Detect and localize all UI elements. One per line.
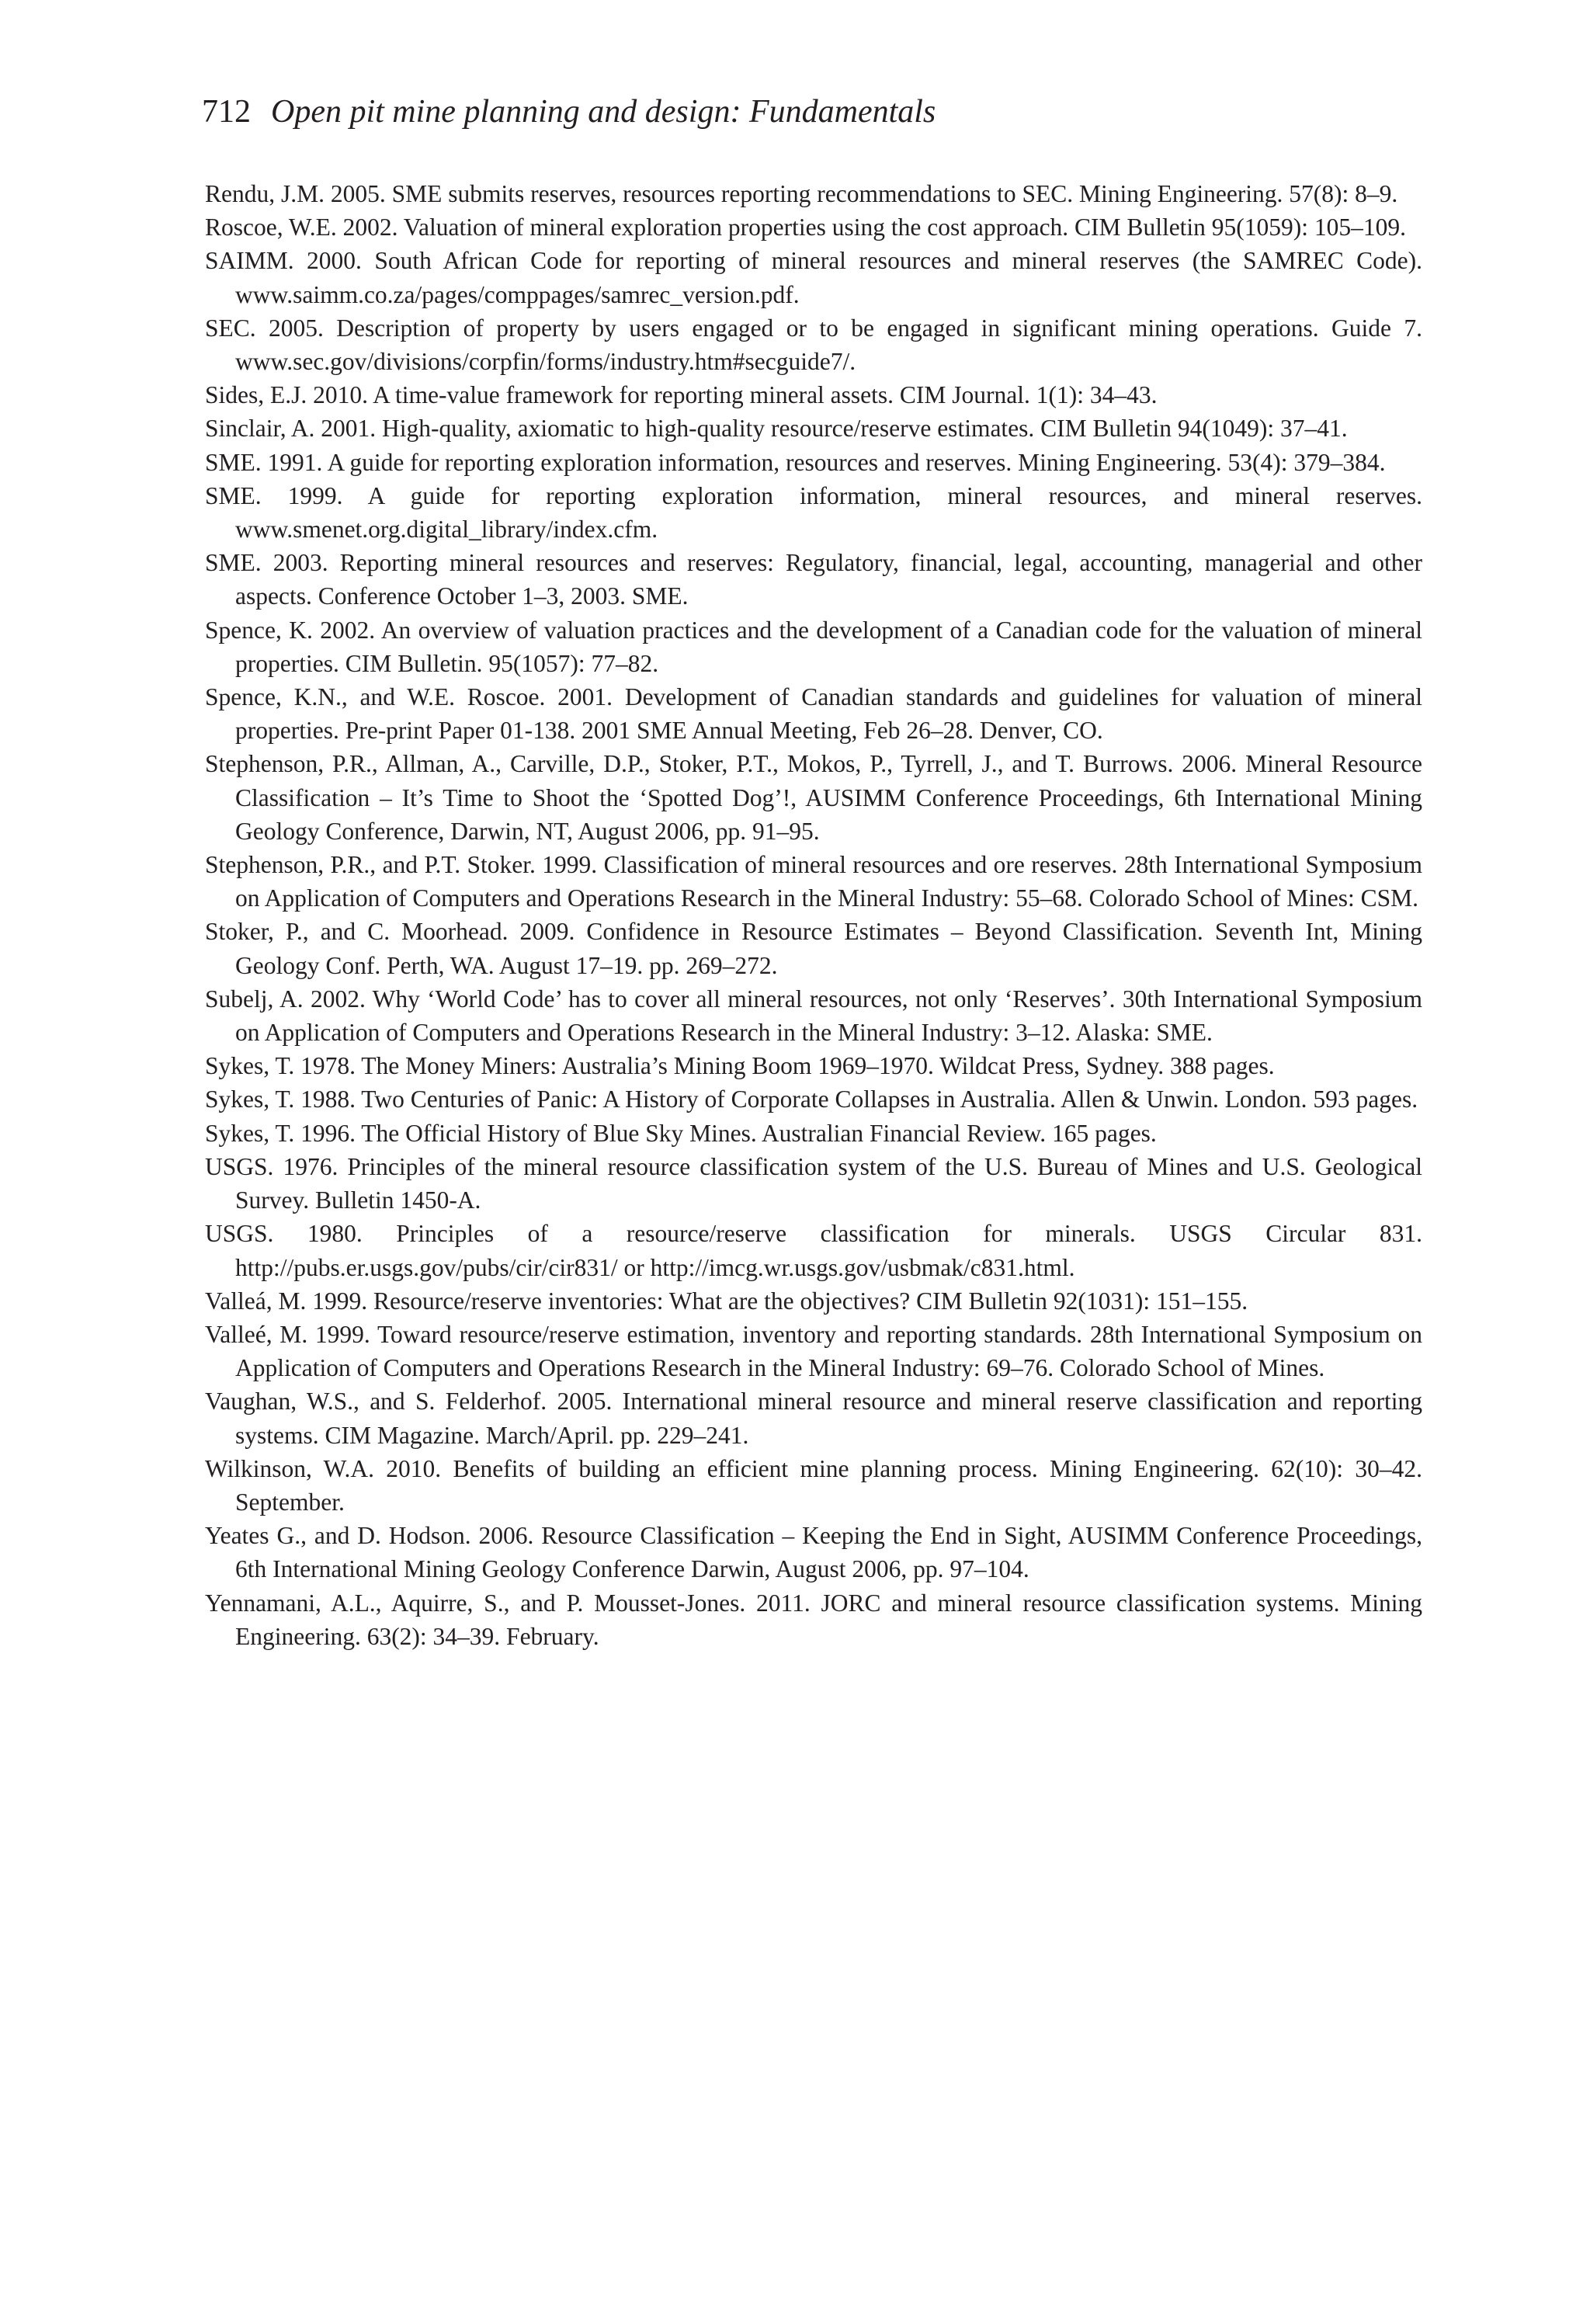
reference-entry: SME. 2003. Reporting mineral resources and reserves: Regulatory, financial, legal, accounting, managerial and other aspects. Conference October 1–3, 2003. SME. <box>205 549 1422 610</box>
reference-entry: Stoker, P., and C. Moorhead. 2009. Confidence in Resource Estimates – Beyond Classification. Seventh Int, Mining Geology Conf. Perth, WA. August 17–19. pp. 269–272. <box>205 918 1422 979</box>
reference-entry: Roscoe, W.E. 2002. Valuation of mineral exploration properties using the cost approach. CIM Bulletin 95(1059): 105–109. <box>205 214 1407 241</box>
reference-entry: Subelj, A. 2002. Why ‘World Code’ has to cover all mineral resources, not only ‘Reserves’. 30th International Symposium on Application of Computers and Operations Research in the Mineral Industry: 3–12. Alaska: SME. <box>205 985 1422 1047</box>
reference-entry: SME. 1991. A guide for reporting exploration information, resources and reserves. Mining Engineering. 53(4): 379–384. <box>205 448 1386 476</box>
reference-entry: USGS. 1980. Principles of a resource/reserve classification for minerals. USGS Circular 831. http://pubs.er.usgs.gov/pubs/cir/cir831/ or http://imcg.wr.usgs.gov/usbmak/c831.html. <box>205 1220 1422 1281</box>
reference-entry: SEC. 2005. Description of property by users engaged or to be engaged in significant mining operations. Guide 7. www.sec.gov/divisions/corpfin/forms/industry.htm#secguide7/. <box>205 314 1422 376</box>
reference-list <box>205 177 1422 1653</box>
running-head <box>202 92 936 132</box>
reference-entry: Sykes, T. 1988. Two Centuries of Panic: A History of Corporate Collapses in Australia. Allen & Unwin. London. 593 pages. <box>205 1086 1418 1113</box>
reference-entry: Stephenson, P.R., and P.T. Stoker. 1999. Classification of mineral resources and ore reserves. 28th International Symposium on Application of Computers and Operations Research in the Mineral Industry: 55–68. Colorado School of Mines: CSM. <box>205 851 1422 912</box>
reference-entry: Sinclair, A. 2001. High-quality, axiomatic to high-quality resource/reserve estimates. CIM Bulletin 94(1049): 37–41. <box>205 415 1348 443</box>
reference-entry: Sykes, T. 1996. The Official History of Blue Sky Mines. Australian Financial Review. 165 pages. <box>205 1119 1157 1147</box>
reference-entry: Yeates G., and D. Hodson. 2006. Resource Classification – Keeping the End in Sight, AUSIMM Conference Proceedings, 6th International Mining Geology Conference Darwin, August 2006, pp. 97–104. <box>205 1522 1422 1583</box>
reference-entry: Stephenson, P.R., Allman, A., Carville, D.P., Stoker, P.T., Mokos, P., Tyrrell, J., and T. Burrows. 2006. Mineral Resource Classification – It’s Time to Shoot the ‘Spotted Dog’!, AUSIMM Conference Proceedings, 6th International Mining Geology Conference, Darwin, NT, August 2006, pp. 91–95. <box>205 750 1422 845</box>
reference-entry: Spence, K. 2002. An overview of valuation practices and the development of a Canadian code for the valuation of mineral properties. CIM Bulletin. 95(1057): 77–82. <box>205 616 1422 677</box>
reference-entry: USGS. 1976. Principles of the mineral resource classification system of the U.S. Bureau of Mines and U.S. Geological Survey. Bulletin 1450-A. <box>205 1152 1422 1214</box>
reference-entry: Vaughan, W.S., and S. Felderhof. 2005. International mineral resource and mineral reserve classification and reporting systems. CIM Magazine. March/April. pp. 229–241. <box>205 1388 1422 1449</box>
reference-entry: Wilkinson, W.A. 2010. Benefits of building an efficient mine planning process. Mining Engineering. 62(10): 30–42. September. <box>205 1454 1422 1516</box>
reference-entry: Sides, E.J. 2010. A time-value framework for reporting mineral assets. CIM Journal. 1(1): 34–43. <box>205 381 1158 409</box>
reference-entry: Spence, K.N., and W.E. Roscoe. 2001. Development of Canadian standards and guidelines for valuation of mineral properties. Pre-print Paper 01-138. 2001 SME Annual Meeting, Feb 26–28. Denver, CO. <box>205 683 1422 745</box>
book-title-subtitle: Fundamentals <box>748 94 936 130</box>
reference-entry: Yennamani, A.L., Aquirre, S., and P. Mousset-Jones. 2011. JORC and mineral resource classification systems. Mining Engineering. 63(2): 34–39. February. <box>205 1589 1422 1650</box>
reference-entry: Rendu, J.M. 2005. SME submits reserves, resources reporting recommendations to SEC. Mining Engineering. 57(8): 8–9. <box>205 180 1398 207</box>
reference-entry: Valleé, M. 1999. Toward resource/reserve estimation, inventory and reporting standards. 28th International Symposium on Application of Computers and Operations Research in the Mineral Industry: 69–76. Colorado School of Mines. <box>205 1320 1422 1382</box>
reference-entry: Sykes, T. 1978. The Money Miners: Australia’s Mining Boom 1969–1970. Wildcat Press, Sydney. 388 pages. <box>205 1052 1275 1080</box>
book-title: Open pit mine planning and design: Fundamentals <box>271 94 936 130</box>
reference-entry: Valleá, M. 1999. Resource/reserve inventories: What are the objectives? CIM Bulletin 92(1031): 151–155. <box>205 1287 1248 1315</box>
book-title-main: Open pit mine planning and design <box>271 94 731 130</box>
page-number: 712 <box>202 94 251 130</box>
reference-entry: SME. 1999. A guide for reporting exploration information, mineral resources, and mineral reserves. www.smenet.org.digital_library/index.cfm. <box>205 481 1422 544</box>
reference-entry: SAIMM. 2000. South African Code for reporting of mineral resources and mineral reserves (the SAMREC Code). www.saimm.co.za/pages/comppages/samrec_version.pdf. <box>205 247 1422 308</box>
